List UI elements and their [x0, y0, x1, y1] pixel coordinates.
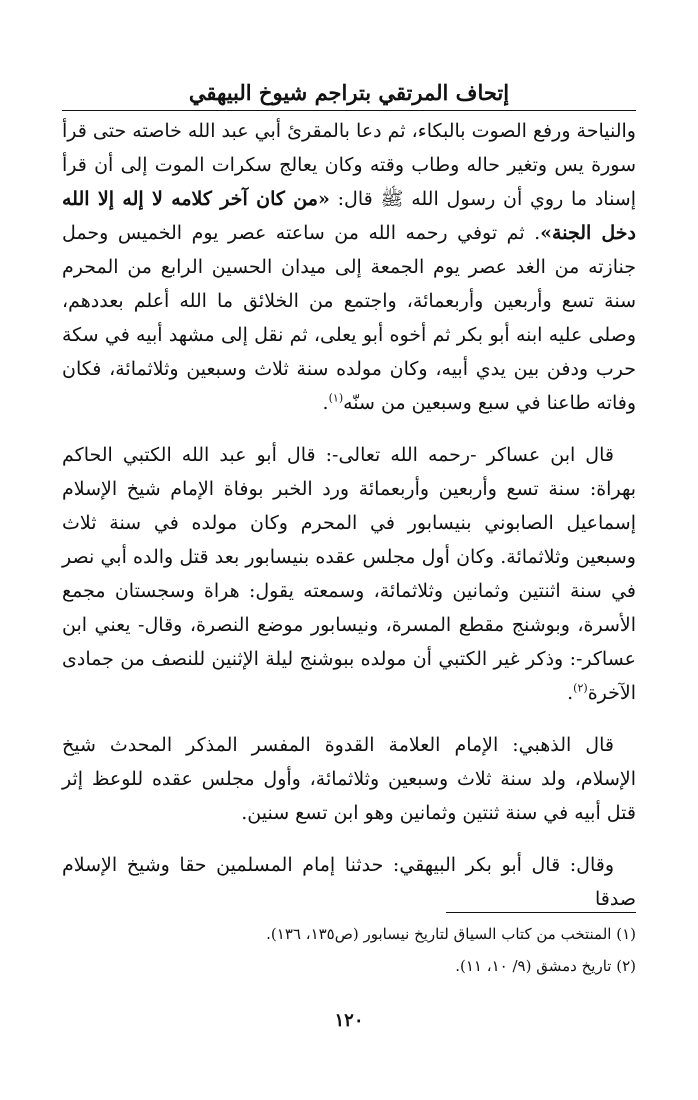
paragraph-4-text: وقال: قال أبو بكر البيهقي: حدثنا إمام المسلمين حقا وشيخ الإسلام صدقا — [62, 854, 636, 910]
paragraph-1-end: . — [322, 392, 329, 414]
paragraph-1-text-c: . ثم توفي رحمه الله من ساعته عصر يوم الخميس وحمل جنازته من الغد عصر يوم الجمعة إلى ميدان الحسين الرابع من المحرم سنة تسع وأربعين وأربعمائة، واجتمع من الخلائق ما الله أعلم بعددهم، وصلى عليه ابنه أبو بكر ثم أخوه أبو يعلى، ثم نقل إلى مشهد أبيه في سكة حرب ودفن بين يدي أبيه، وكان مولده سنة ثلاث وسبعين وثلاثمائة، فكان وفاته طاعنا في سبع وسبعين من سنّه — [62, 222, 636, 414]
paragraph-1-text-a: والنياحة ورفع الصوت بالبكاء، ثم دعا بالمقرئ أبي عبد الله خاصته حتى قرأ سورة يس وتغير حاله وطاب وقته وكان يعالج سكرات الموت إلى أن قرأ إسناد ما روي أن رسول الله ﷺ قال: — [62, 120, 636, 210]
footnote-ref-1[interactable]: (١) — [328, 391, 344, 405]
paragraph-4 — [62, 848, 636, 916]
page-number: ١٢٠ — [334, 1010, 364, 1031]
footnote-divider — [446, 912, 636, 913]
running-header-title: إتحاف المرتقي بتراجم شيوخ البيهقي — [188, 80, 510, 105]
footnote-ref-2[interactable]: (٢) — [573, 681, 588, 695]
main-text — [62, 114, 636, 916]
paragraph-2 — [62, 438, 636, 710]
paragraph-2-text-a: قال ابن عساكر -رحمه الله تعالى-: قال أبو عبد الله الكتبي الحاكم بهراة: سنة تسع وأربعين وأربعمائة ورد الخبر بوفاة الإمام شيخ الإسلام إسماعيل الصابوني بنيسابور في المحرم وكان مولده في سنة ثلاث وسبعين وثلاثمائة. وكان أول مجلس عقده بنيسابور بعد قتل والده أبي نصر في سنة اثنتين وثمانين وثلاثمائة، وسمعته يقول: هراة وسجستان مجمع الأسرة، وبوشنج مقطع المسرة، ونيسابور موضع النصرة، وقال- يعني ابن عساكر-: وذكر غير الكتبي أن مولده ببوشنج ليلة الإثنين للنصف من جمادى الآخرة — [62, 444, 636, 704]
footnotes — [62, 918, 636, 982]
footnote-2: (٢) تاريخ دمشق (٩/ ١٠، ١١). — [455, 957, 636, 975]
footnote-1: (١) المنتخب من كتاب السياق لتاريخ نيسابور (ص١٣٥، ١٣٦). — [266, 925, 636, 943]
paragraph-3 — [62, 728, 636, 830]
hadith-quote: «من كان آخر كلامه لا إله إلا الله دخل الجنة» — [62, 188, 636, 244]
paragraph-1 — [62, 114, 636, 420]
paragraph-2-end: . — [567, 682, 574, 704]
paragraph-3-text: قال الذهبي: الإمام العلامة القدوة المفسر المذكر المحدث شيخ الإسلام، ولد سنة ثلاث وسبعين وثلاثمائة، وأول مجلس عقده للوعظ إثر قتل أبيه في سنة ثنتين وثمانين وهو ابن تسع سنين. — [62, 734, 636, 824]
header-divider — [62, 110, 636, 111]
